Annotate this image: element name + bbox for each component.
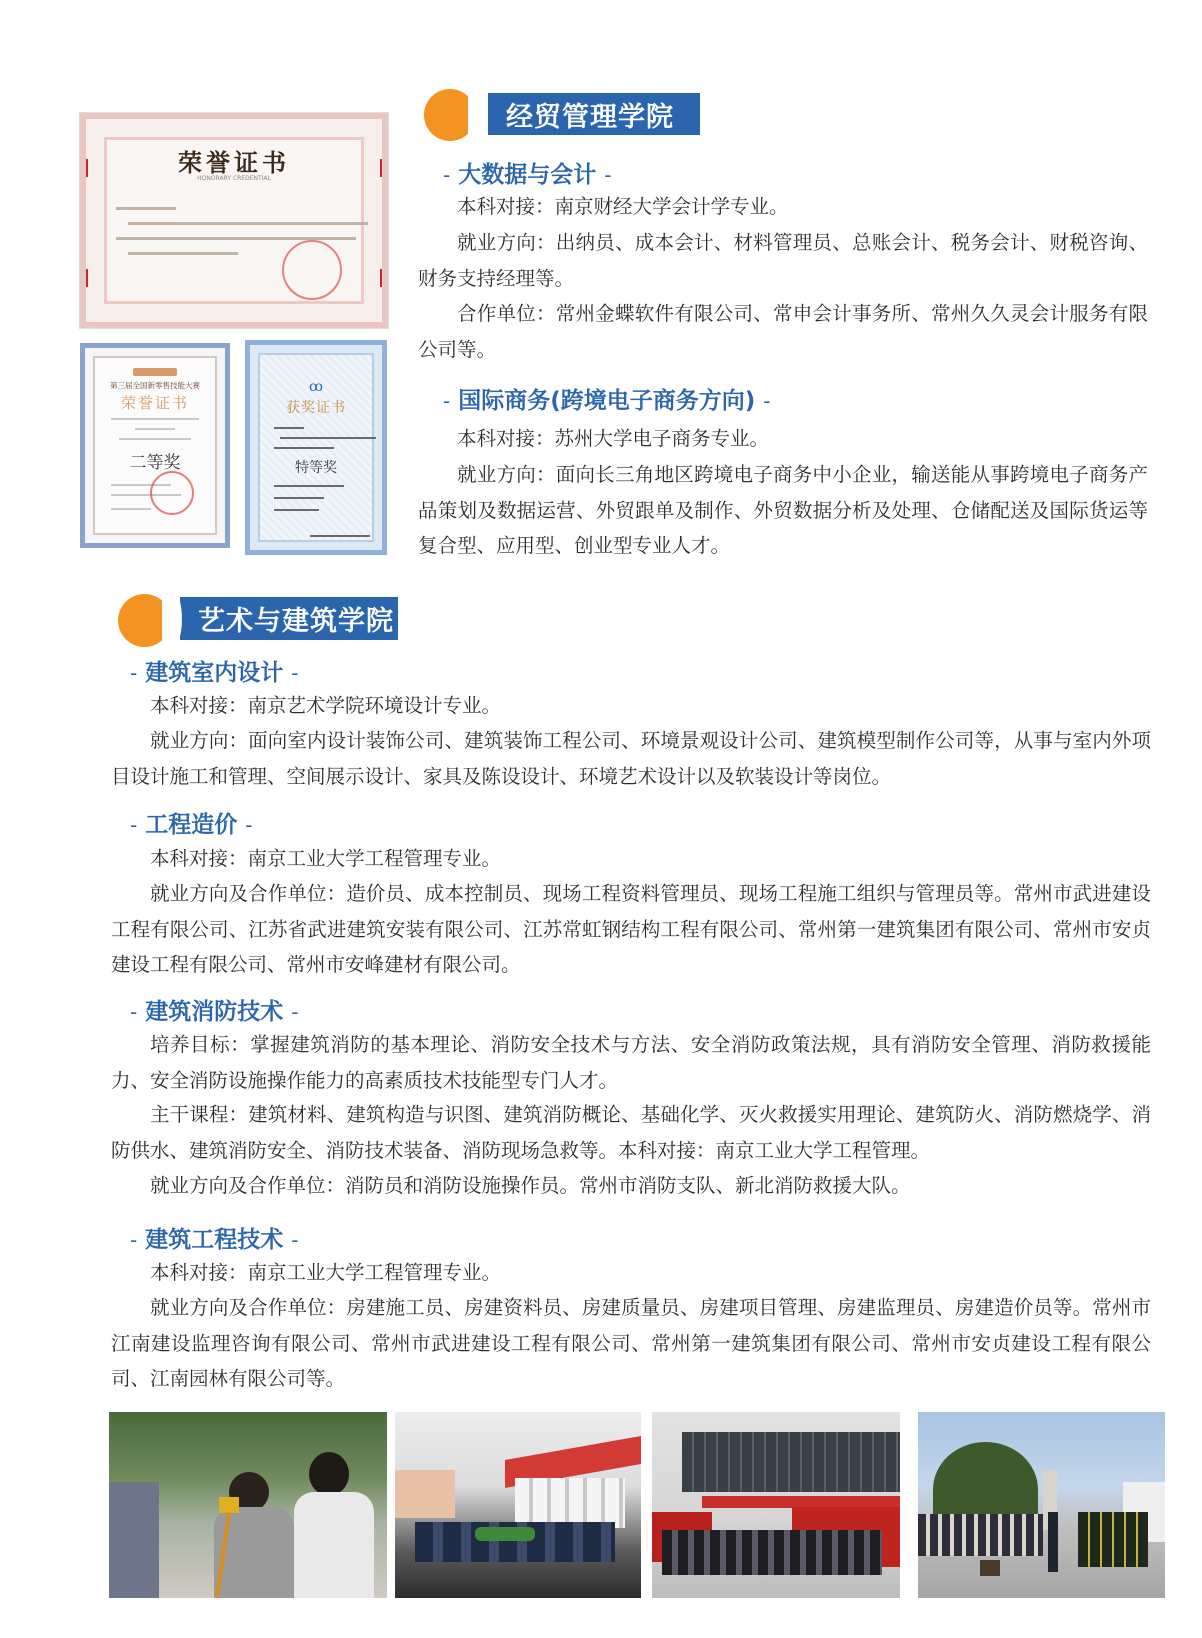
photo-firefighter-drill [918, 1412, 1165, 1598]
photo-meeting-room [395, 1412, 641, 1598]
certificate-award: 特等奖 [295, 460, 337, 476]
paragraph: 培养目标：掌握建筑消防的基本理论、消防安全技术与方法、安全消防政策法规，具有消防安全管理、消防救援能力、安全消防设施操作能力的高素质技术技能型专门人才。 [111, 1033, 1151, 1092]
major-heading-engineering-cost: - 工程造价 - [130, 812, 253, 838]
photo-surveying-students [109, 1412, 387, 1598]
college-name: 经贸管理学院 [506, 101, 674, 133]
photo-fire-station-group [652, 1412, 900, 1598]
paragraph: 就业方向：面向室内设计装饰公司、建筑装饰工程公司、环境景观设计公司、建筑模型制作公司等，从事与室内外项目设计施工和管理、空间展示设计、家具及陈设设计、环境艺术设计以及软装设计等岗位。 [111, 729, 1151, 788]
paragraph: 就业方向及合作单位：消防员和消防设施操作员。常州市消防支队、新北消防救援大队。 [150, 1174, 911, 1197]
major-heading-big-data-accounting: - 大数据与会计 - [443, 162, 612, 188]
certificate-title: 获奖证书 [286, 400, 346, 416]
major-heading-interior-design: - 建筑室内设计 - [130, 660, 299, 686]
honor-certificate-image [80, 113, 388, 328]
college-banner-economics [488, 93, 700, 135]
award-certificate-image [245, 340, 387, 555]
certificate-award: 二等奖 [129, 453, 181, 473]
logo-icon: ꝏ [309, 379, 323, 395]
paragraph: 本科对接：苏州大学电子商务专业。 [457, 427, 770, 450]
seal-icon [150, 471, 194, 515]
major-heading-building-engineering: - 建筑工程技术 - [130, 1227, 299, 1253]
paragraph: 本科对接：南京工业大学工程管理专业。 [150, 1261, 502, 1284]
certificate-subtitle: HONORARY CREDENTIAL [197, 175, 271, 182]
major-heading-fire-protection: - 建筑消防技术 - [130, 999, 299, 1025]
paragraph: 就业方向：面向长三角地区跨境电子商务中小企业，输送能从事跨境电子商务产品策划及数据运营、外贸跟单及制作、外贸数据分析及处理、仓储配送及国际货运等复合型、应用型、创业型专业人才。 [418, 463, 1148, 557]
paragraph: 本科对接：南京工业大学工程管理专业。 [150, 847, 502, 870]
college-banner-art-architecture [180, 597, 398, 640]
seal-icon [282, 240, 342, 300]
paragraph: 本科对接：南京财经大学会计学专业。 [457, 195, 789, 218]
paragraph: 合作单位：常州金蝶软件有限公司、常申会计事务所、常州久久灵会计服务有限公司等。 [418, 302, 1148, 361]
certificate-title: 荣誉证书 [178, 148, 290, 177]
certificate-heading: 第三届全国新零售技能大赛 [110, 381, 200, 390]
paragraph: 就业方向：出纳员、成本会计、材料管理员、总账会计、税务会计、财税咨询、财务支持经理等。 [418, 231, 1148, 290]
paragraph: 就业方向及合作单位：造价员、成本控制员、现场工程资料管理员、现场工程施工组织与管理员等。常州市武进建设工程有限公司、江苏省武进建筑安装有限公司、江苏常虹钢结构工程有限公司、常州第一建筑集团有限公司、常州市安贞建设工程有限公司、常州市安峰建材有限公司。 [111, 882, 1151, 976]
retail-skills-certificate-image [80, 343, 230, 548]
paragraph: 本科对接：南京艺术学院环境设计专业。 [150, 694, 502, 717]
paragraph: 主干课程：建筑材料、建筑构造与识图、建筑消防概论、基础化学、灭火救援实用理论、建筑防火、消防燃烧学、消防供水、建筑消防安全、消防技术装备、消防现场急救等。本科对接：南京工业大学工程管理。 [111, 1103, 1151, 1162]
major-heading-international-business: - 国际商务(跨境电子商务方向) - [443, 388, 771, 414]
college-name: 艺术与建筑学院 [198, 606, 394, 637]
certificate-title: 荣誉证书 [120, 394, 189, 412]
paragraph: 就业方向及合作单位：房建施工员、房建资料员、房建质量员、房建项目管理、房建监理员、房建造价员等。常州市江南建设监理咨询有限公司、常州市武进建设工程有限公司、常州第一建筑集团有限公司、常州市安贞建设工程有限公司、江南园林有限公司等。 [111, 1296, 1151, 1390]
